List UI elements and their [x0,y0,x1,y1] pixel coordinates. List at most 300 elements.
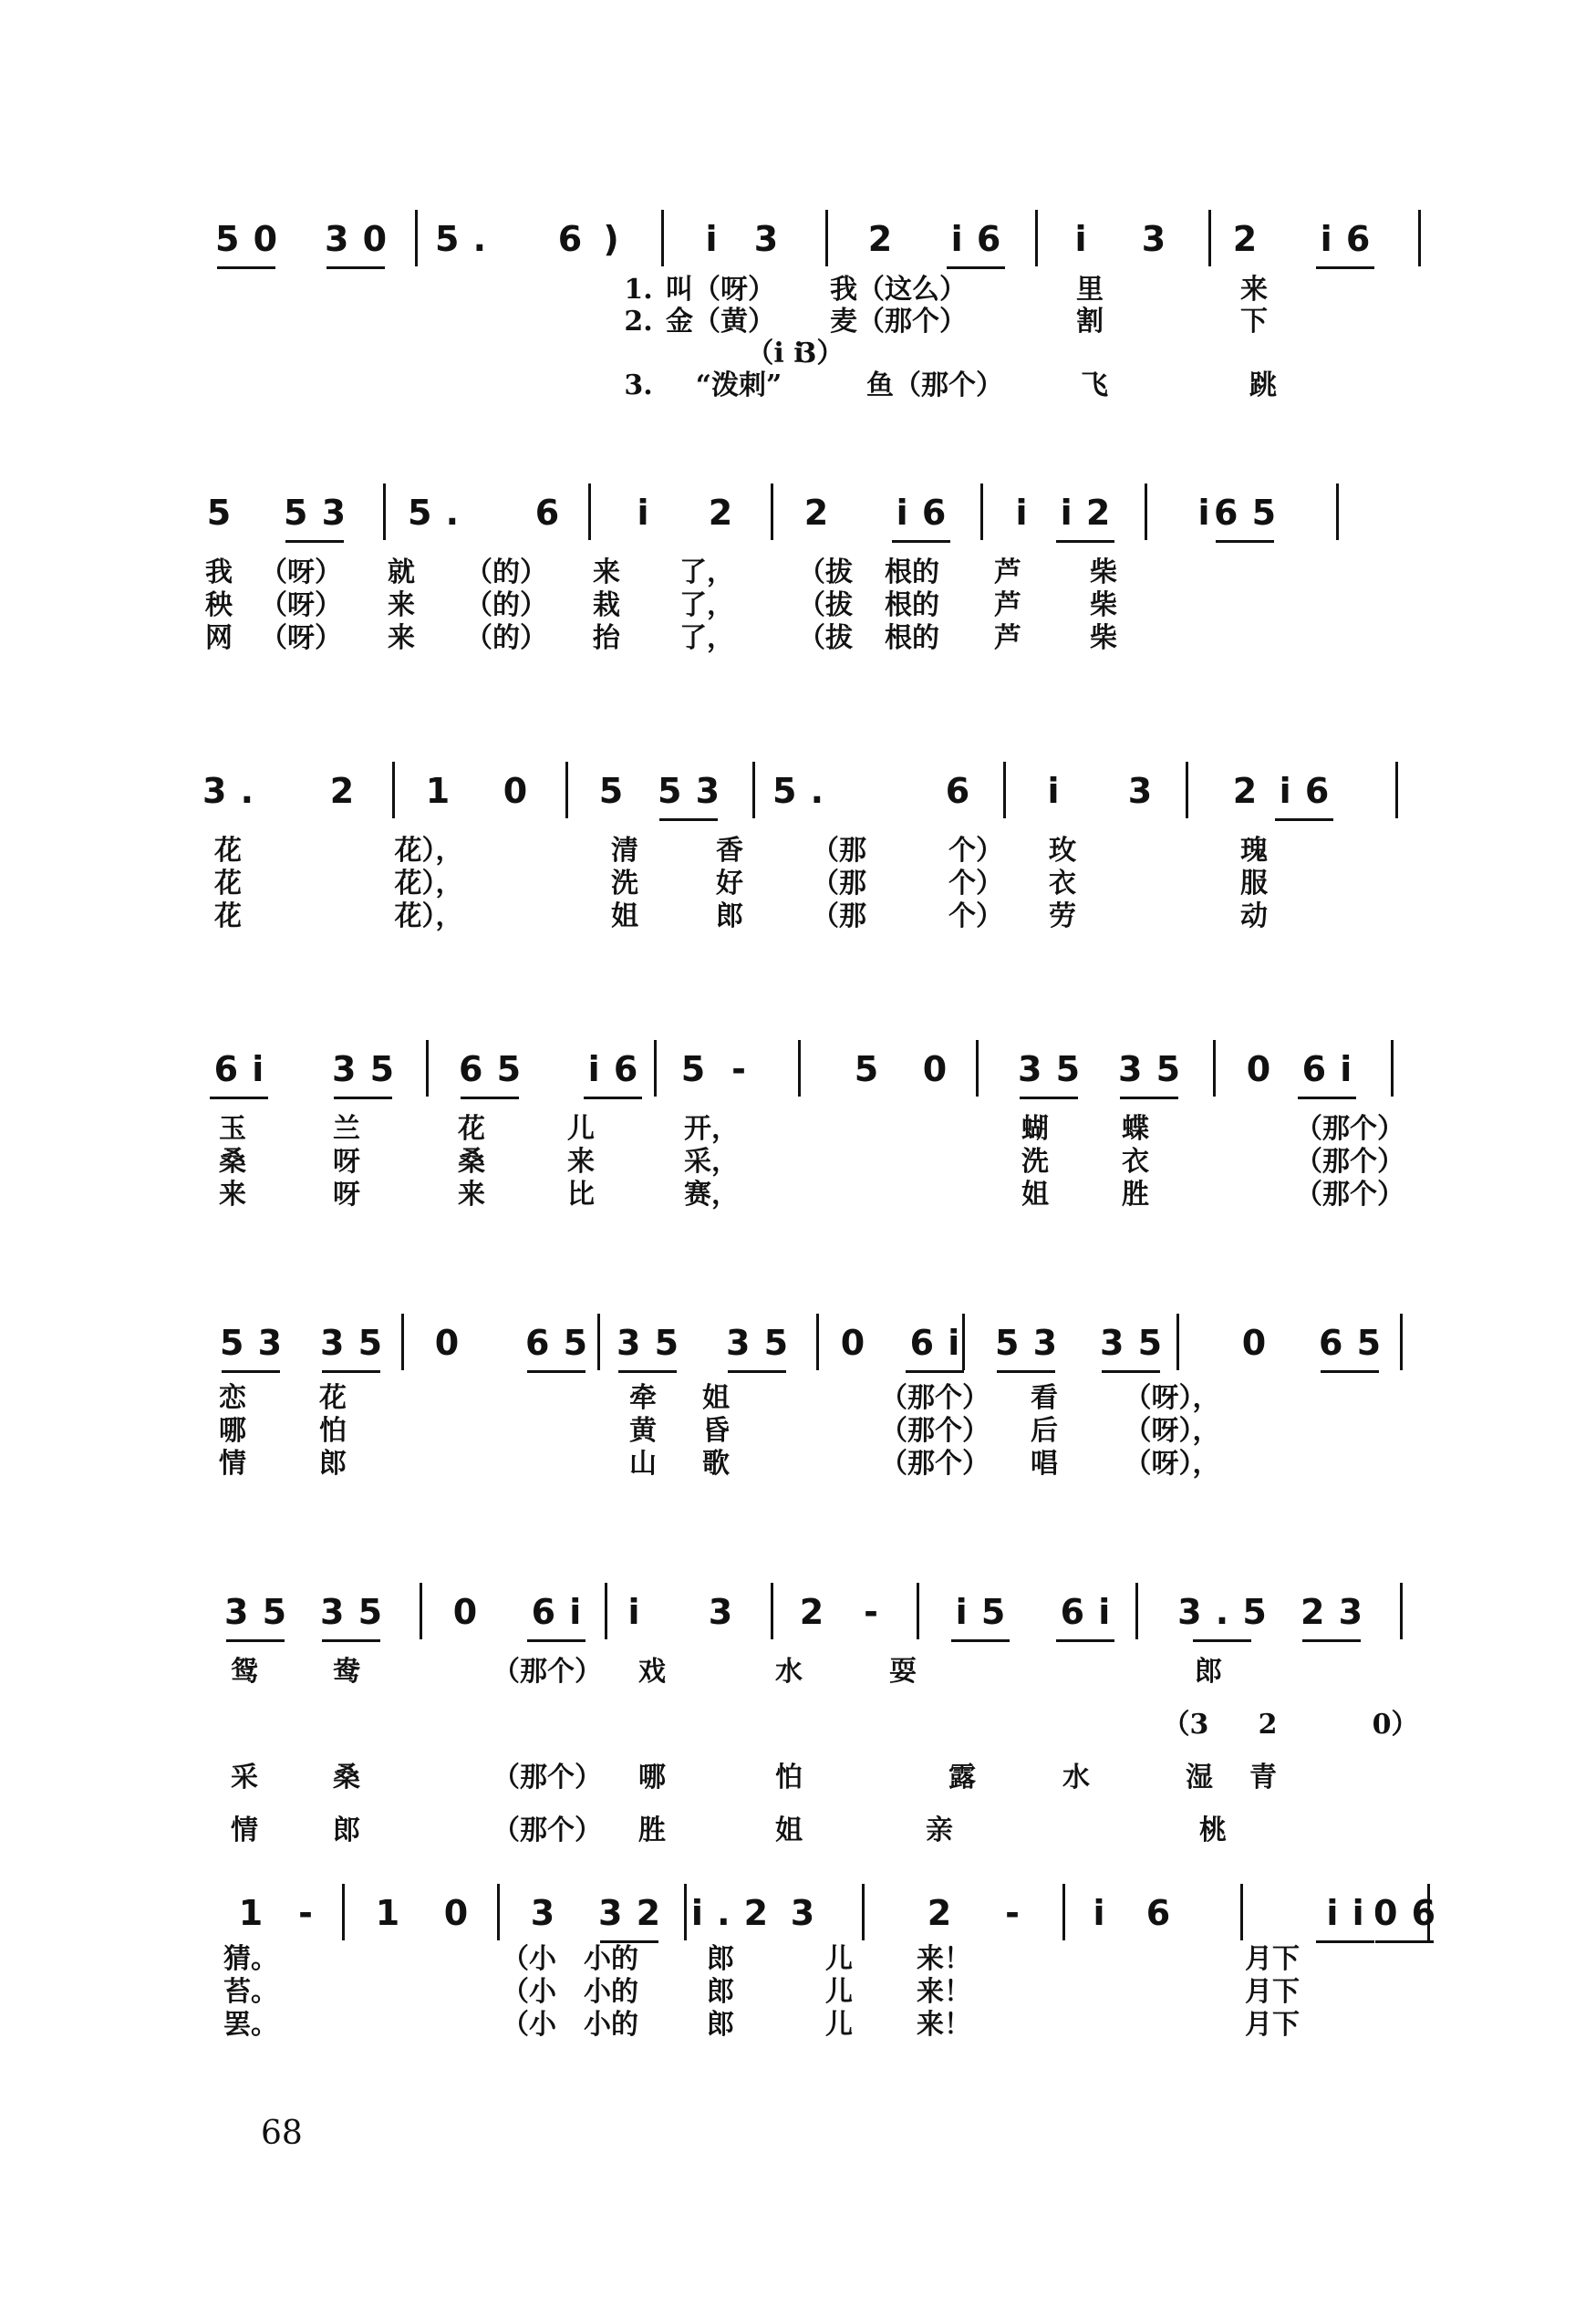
barline [1135,1583,1138,1639]
beam-underline [659,818,718,821]
beam-underline [1020,1097,1078,1099]
lyric-syllable: 来！ [917,1976,971,2008]
lyric-syllable: 采， [684,1146,739,1178]
lyric-syllable: 2 [1258,1709,1278,1741]
note: 5 [680,1049,706,1089]
note: 3 [530,1893,555,1933]
barline [588,484,591,540]
lyric-syllable: 根的 [885,589,939,621]
beam-underline [1056,1639,1114,1642]
barline [825,210,828,266]
barline [1240,1884,1243,1940]
note: i i [1326,1893,1364,1933]
note: i [1093,1893,1105,1933]
note: 3 . 5 [1177,1592,1267,1632]
lyric-syllable: 个） [948,868,1003,899]
note: i . 2 [690,1893,769,1933]
note: 5 0 [214,219,278,259]
barline [976,1040,979,1097]
note: - [864,1592,878,1632]
lyric-syllable: 网 [205,622,233,654]
note: 5 3 [283,493,347,533]
barline [401,1314,404,1370]
lyric-syllable: （呀） [260,589,342,621]
note: 0 [443,1893,469,1933]
note: 3 5 [319,1323,383,1363]
note: 3 2 [597,1893,661,1933]
beam-underline [947,266,1005,269]
lyric-syllable: 柴 [1090,556,1117,588]
lyric-syllable: 花 [319,1382,347,1414]
barline [392,762,395,818]
note: 5 . [772,771,824,811]
lyric-syllable: 柴 [1090,622,1117,654]
lyric-syllable: 郎 [716,900,743,932]
beam-underline [892,540,950,543]
lyric-syllable: 儿 [825,2009,853,2041]
note: 3 [753,219,779,259]
lyric-syllable: 了， [679,622,734,654]
note: 6 i [531,1592,582,1632]
barline [798,1040,801,1097]
note: 1 [238,1893,264,1933]
lyric-syllable: 来 [219,1179,246,1211]
lyric-syllable: 唱 [1031,1448,1058,1480]
lyric-syllable: （那个） [880,1448,990,1480]
lyric-syllable: 牵 [629,1382,657,1414]
beam-underline [906,1370,964,1373]
lyric-syllable: 郎 [333,1814,360,1846]
lyric-syllable: 鸯 [333,1656,360,1688]
barline [654,1040,657,1097]
note: 3 5 [223,1592,287,1632]
lyric-syllable: 割 [1076,306,1104,338]
lyric-syllable: 儿 [567,1113,595,1145]
lyric-syllable: 昏 [702,1415,730,1447]
note: 6 5 [1213,493,1277,533]
note: 3 0 [324,219,388,259]
barline [1400,1583,1403,1639]
lyric-syllable: 怕 [319,1415,347,1447]
beam-underline [334,1097,392,1099]
note: 6 i [1060,1592,1111,1632]
lyric-syllable: 来 [1240,274,1268,306]
note: 6 i [909,1323,960,1363]
lyric-syllable: 苔。 [223,1976,278,2008]
lyric-syllable: 郎 [707,2009,734,2041]
note: 2 [927,1893,952,1933]
lyric-syllable: 郎 [1195,1656,1222,1688]
lyric-syllable: （那 [812,835,866,867]
barline [661,210,664,266]
lyric-syllable: 3） [797,338,845,369]
lyric-syllable: （呀）， [1124,1448,1220,1480]
note: i [705,219,718,259]
lyric-syllable: 来！ [917,2009,971,2041]
barline [1035,210,1038,266]
barline [1336,484,1339,540]
lyric-syllable: （小 [502,2009,556,2041]
lyric-syllable: 露 [948,1762,976,1794]
note: 0 [1246,1049,1271,1089]
barline [771,484,773,540]
lyric-syllable: 麦（那个） [830,306,967,338]
lyric-syllable: 赛， [684,1179,739,1211]
barline [342,1884,345,1940]
note: - [1005,1893,1020,1933]
barline [684,1884,687,1940]
lyric-syllable: 来 [388,622,415,654]
lyric-syllable: 香 [716,835,743,867]
lyric-syllable: （那 [812,868,866,899]
lyric-syllable: 后 [1031,1415,1058,1447]
lyric-syllable: 月下 [1245,1976,1300,2008]
note: 5 [206,493,232,533]
lyric-syllable: 芦 [994,556,1021,588]
note: 5 [854,1049,879,1089]
lyric-syllable: 3. [624,369,653,401]
lyric-syllable: 开， [684,1113,739,1145]
lyric-syllable: 采 [231,1762,258,1794]
barline [1213,1040,1216,1097]
note: 2 [1232,219,1258,259]
note: i 6 [950,219,1001,259]
note: 3 5 [319,1592,383,1632]
note: 6 [557,219,583,259]
lyric-syllable: 青 [1249,1762,1277,1794]
lyric-syllable: 恋 [219,1382,246,1414]
lyric-syllable: 兰 [333,1113,360,1145]
beam-underline [1298,1097,1356,1099]
barline [752,762,755,818]
lyric-syllable: 花）， [394,868,463,899]
note: 6 5 [1318,1323,1382,1363]
lyric-syllable: （的） [465,556,547,588]
barline [862,1884,865,1940]
lyric-syllable: 儿 [825,1976,853,2008]
lyric-syllable: 黄 [629,1415,657,1447]
lyric-syllable: 叫（呀） [666,274,775,306]
lyric-syllable: 个） [948,900,1003,932]
lyric-syllable: 洗 [1021,1146,1049,1178]
lyric-syllable: （呀）， [1124,1382,1220,1414]
lyric-syllable: 清 [611,835,638,867]
lyric-syllable: 芦 [994,589,1021,621]
lyric-syllable: 蝴 [1021,1113,1049,1145]
lyric-syllable: 儿 [825,1943,853,1975]
barline [1418,210,1421,266]
lyric-syllable: （的） [465,589,547,621]
lyric-syllable: 金（黄） [666,306,775,338]
note: 3 5 [616,1323,679,1363]
lyric-syllable: （那个） [880,1415,990,1447]
barline [426,1040,429,1097]
lyric-syllable: 月下 [1245,1943,1300,1975]
barline [1186,762,1188,818]
lyric-syllable: 耍 [889,1656,917,1688]
lyric-syllable: 根的 [885,556,939,588]
lyric-syllable: 花 [458,1113,485,1145]
lyric-syllable: 鱼（那个） [866,369,1003,401]
lyric-syllable: 桃 [1199,1814,1227,1846]
note: 3 5 [331,1049,395,1089]
lyric-syllable: 胜 [638,1814,666,1846]
note: 5 3 [219,1323,283,1363]
lyric-syllable: 蝶 [1122,1113,1149,1145]
lyric-syllable: 好 [716,868,743,899]
beam-underline [527,1639,586,1642]
barline [917,1583,919,1639]
note: i [1197,493,1210,533]
barline [1427,1884,1430,1940]
lyric-syllable: （拔 [798,556,853,588]
lyric-syllable: 水 [775,1656,803,1688]
lyric-syllable: 亲 [926,1814,953,1846]
beam-underline [584,1097,642,1099]
lyric-syllable: 就 [388,556,415,588]
lyric-syllable: 跳 [1249,369,1277,401]
lyric-syllable: 小的 [584,1976,638,2008]
lyric-syllable: 猜。 [223,1943,278,1975]
lyric-syllable: 抬 [593,622,620,654]
lyric-syllable: 戏 [638,1656,666,1688]
beam-underline [226,1639,285,1642]
beam-underline [1375,1940,1434,1943]
lyric-syllable: 0） [1372,1709,1419,1741]
lyric-syllable: 比 [567,1179,595,1211]
lyric-syllable: 来 [458,1179,485,1211]
barline [1391,1040,1394,1097]
lyric-syllable: 里 [1076,274,1104,306]
note: 6 [945,771,970,811]
note: 5 . [434,219,487,259]
note: - [731,1049,746,1089]
barline [605,1583,607,1639]
barline [1208,210,1211,266]
beam-underline [461,1097,519,1099]
lyric-syllable: 桑 [219,1146,246,1178]
barline [497,1884,500,1940]
lyric-syllable: 情 [219,1448,246,1480]
lyric-syllable: 花）， [394,900,463,932]
note: 5 . [407,493,460,533]
note: 2 [867,219,893,259]
lyric-syllable: 根的 [885,622,939,654]
beam-underline [217,266,275,269]
note: i [1015,493,1028,533]
lyric-syllable: 情 [231,1814,258,1846]
lyric-syllable: 郎 [707,1943,734,1975]
lyric-syllable: 呀 [333,1146,360,1178]
lyric-syllable: 来 [388,589,415,621]
lyric-syllable: 罢。 [223,2009,278,2041]
barline [1400,1314,1403,1370]
lyric-syllable: 动 [1240,900,1268,932]
barline [1062,1884,1065,1940]
lyric-syllable: 2. [624,306,653,338]
lyric-syllable: 小的 [584,1943,638,1975]
lyric-syllable: 姐 [702,1382,730,1414]
beam-underline [210,1097,268,1099]
note: 1 [425,771,451,811]
lyric-syllable: 呀 [333,1179,360,1211]
note: 3 . [202,771,254,811]
note: 2 [329,771,355,811]
lyric-syllable: 了， [679,556,734,588]
beam-underline [1302,1639,1361,1642]
lyric-syllable: 水 [1062,1762,1090,1794]
beam-underline [1056,540,1114,543]
lyric-syllable: （那个） [1295,1146,1404,1178]
lyric-syllable: 哪 [638,1762,666,1794]
lyric-syllable: （i i [746,338,804,369]
lyric-syllable: 姐 [775,1814,803,1846]
note: 1 [375,1893,400,1933]
lyric-syllable: （3 [1162,1709,1209,1741]
lyric-syllable: （那个） [492,1762,602,1794]
lyric-syllable: 飞 [1081,369,1108,401]
lyric-syllable: （小 [502,1976,556,2008]
note: i 6 [1320,219,1371,259]
note: 0 [922,1049,948,1089]
lyric-syllable: 郎 [319,1448,347,1480]
note: 0 [1241,1323,1267,1363]
barline [1176,1314,1179,1370]
note: 5 3 [994,1323,1058,1363]
notation-line [0,182,1596,301]
beam-underline [1275,818,1333,821]
barline [962,1314,965,1370]
beam-underline [728,1370,786,1373]
note: 2 3 [1300,1592,1363,1632]
note: 0 [434,1323,460,1363]
beam-underline [222,1370,280,1373]
lyric-syllable: （那个） [492,1656,602,1688]
beam-underline [322,1639,380,1642]
barline [980,484,983,540]
lyric-syllable: 柴 [1090,589,1117,621]
note: 3 5 [1017,1049,1081,1089]
lyric-syllable: 劳 [1049,900,1076,932]
beam-underline [285,540,344,543]
note: 0 [452,1592,478,1632]
note: i [1047,771,1060,811]
lyric-syllable: 我 [205,556,233,588]
barline [771,1583,773,1639]
note: 6 i [1301,1049,1352,1089]
lyric-syllable: （呀） [260,556,342,588]
lyric-syllable: 桑 [458,1146,485,1178]
lyric-syllable: 下 [1240,306,1268,338]
note: 2 [1232,771,1258,811]
note: 3 5 [1099,1323,1163,1363]
lyric-syllable: 桑 [333,1762,360,1794]
lyric-syllable: 来 [567,1146,595,1178]
lyric-syllable: （那个） [1295,1113,1404,1145]
barline [383,484,386,540]
beam-underline [1321,1370,1379,1373]
lyric-syllable: 姐 [1021,1179,1049,1211]
lyric-syllable: 花 [214,868,242,899]
page-number: 68 [261,2115,303,2152]
lyric-syllable: 玫 [1049,835,1076,867]
note: 3 [1127,771,1153,811]
note: i [1074,219,1087,259]
note: - [298,1893,313,1933]
note: 6 5 [524,1323,588,1363]
beam-underline [1193,1639,1251,1642]
lyric-syllable: （那个） [880,1382,990,1414]
barline [597,1314,600,1370]
barline [816,1314,819,1370]
lyric-syllable: “泼刺” [695,369,782,401]
note: ) [603,219,619,259]
lyric-syllable: 秧 [205,589,233,621]
barline [1395,762,1398,818]
lyric-syllable: 花 [214,900,242,932]
lyric-syllable: 玉 [219,1113,246,1145]
lyric-syllable: （那个） [492,1814,602,1846]
beam-underline [1316,1940,1374,1943]
note: 0 [840,1323,865,1363]
lyric-syllable: 芦 [994,622,1021,654]
lyric-syllable: 哪 [219,1415,246,1447]
lyric-syllable: 山 [629,1448,657,1480]
lyric-syllable: 花）， [394,835,463,867]
lyric-syllable: 我（这么） [830,274,967,306]
lyric-syllable: 月下 [1245,2009,1300,2041]
lyric-syllable: （那 [812,900,866,932]
beam-underline [1216,540,1274,543]
lyric-syllable: 胜 [1122,1179,1149,1211]
note: i [637,493,649,533]
lyric-syllable: 姐 [611,900,638,932]
note: 6 [534,493,560,533]
lyric-syllable: 了， [679,589,734,621]
barline [415,210,418,266]
lyric-syllable: 小的 [584,2009,638,2041]
beam-underline [527,1370,586,1373]
lyric-syllable: 看 [1031,1382,1058,1414]
lyric-syllable: （拔 [798,589,853,621]
lyric-syllable: 衣 [1049,868,1076,899]
note: 3 5 [1117,1049,1181,1089]
beam-underline [322,1370,380,1373]
note: 3 [790,1893,815,1933]
lyric-syllable: （的） [465,622,547,654]
lyric-syllable: 洗 [611,868,638,899]
note: 6 [1145,1893,1171,1933]
note: 3 5 [725,1323,789,1363]
lyric-syllable: 鸳 [231,1656,258,1688]
note: 5 [598,771,624,811]
note: i [627,1592,640,1632]
lyric-syllable: 怕 [775,1762,803,1794]
lyric-syllable: （呀）， [1124,1415,1220,1447]
note: i 6 [1279,771,1330,811]
note: i 6 [896,493,947,533]
note: 3 [1141,219,1166,259]
beam-underline [951,1639,1010,1642]
lyric-syllable: 来！ [917,1943,971,1975]
lyric-syllable: 栽 [593,589,620,621]
note: i 5 [955,1592,1006,1632]
note: 3 [708,1592,733,1632]
lyric-syllable: 歌 [702,1448,730,1480]
beam-underline [1102,1370,1160,1373]
barline [1003,762,1006,818]
lyric-syllable: （那个） [1295,1179,1404,1211]
